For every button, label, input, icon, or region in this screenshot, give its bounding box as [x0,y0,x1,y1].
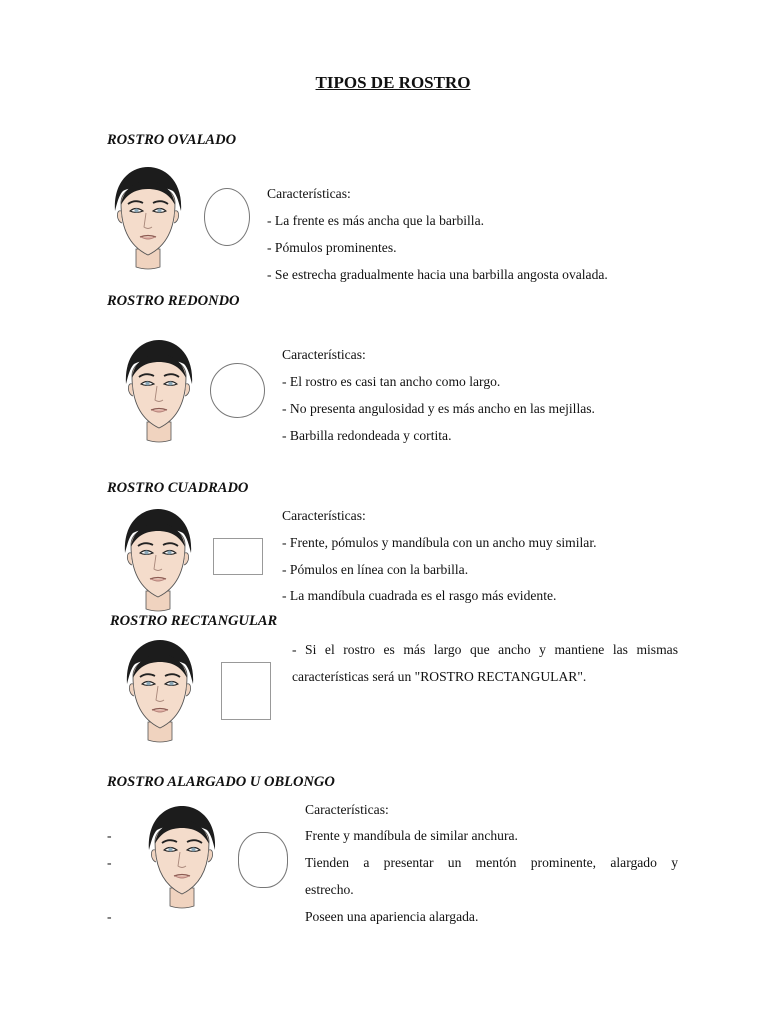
face-rectangular-illustration [115,636,205,746]
text-alargado-3: Tienden a presentar un mentón prominente, alargado y [305,855,678,870]
text-alargado-1: Características: [305,802,389,817]
text-redondo-4: - Barbilla redondeada y cortita. [282,428,452,443]
text-alargado-4: estrecho. [305,882,354,897]
text-redondo-3: - No presenta angulosidad y es más ancho en las mejillas. [282,401,595,416]
oblong-shape-icon [238,832,288,888]
face-alargado-illustration [137,802,227,912]
text-rectangular-2: características será un "ROSTRO RECTANGULAR". [292,669,587,684]
bullet-dash: - [107,828,112,843]
text-redondo-1: Características: [282,347,366,362]
face-cuadrado-illustration [113,505,203,615]
text-rectangular-1: - Si el rostro es más largo que ancho y mantiene las mismas [292,642,678,657]
text-ovalado-1: Características: [267,186,351,201]
text-redondo-2: - El rostro es casi tan ancho como largo. [282,374,501,389]
bullet-dash: - [107,909,112,924]
text-cuadrado-2: - Frente, pómulos y mandíbula con un ancho muy similar. [282,535,597,550]
heading-redondo: ROSTRO REDONDO [107,293,240,309]
circle-shape-icon [210,363,265,418]
page-title: TIPOS DE ROSTRO [315,73,471,92]
heading-alargado: ROSTRO ALARGADO U OBLONGO [107,774,335,790]
square-shape-icon [213,538,263,575]
text-alargado-5: Poseen una apariencia alargada. [305,909,479,924]
rectangle-shape-icon [221,662,271,720]
text-ovalado-2: - La frente es más ancha que la barbilla. [267,213,485,228]
bullet-dash: - [107,855,112,870]
heading-cuadrado: ROSTRO CUADRADO [107,480,249,496]
face-redondo-illustration [114,336,204,446]
text-cuadrado-1: Características: [282,508,366,523]
heading-ovalado: ROSTRO OVALADO [107,132,237,148]
face-ovalado-illustration [103,163,193,273]
text-cuadrado-4: - La mandíbula cuadrada es el rasgo más evidente. [282,588,557,603]
text-ovalado-4: - Se estrecha gradualmente hacia una barbilla angosta ovalada. [267,267,608,282]
text-cuadrado-3: - Pómulos en línea con la barbilla. [282,562,469,577]
heading-rectangular: ROSTRO RECTANGULAR [110,613,278,629]
oval-shape-icon [204,188,250,246]
text-alargado-2: Frente y mandíbula de similar anchura. [305,828,518,843]
text-ovalado-3: - Pómulos prominentes. [267,240,397,255]
